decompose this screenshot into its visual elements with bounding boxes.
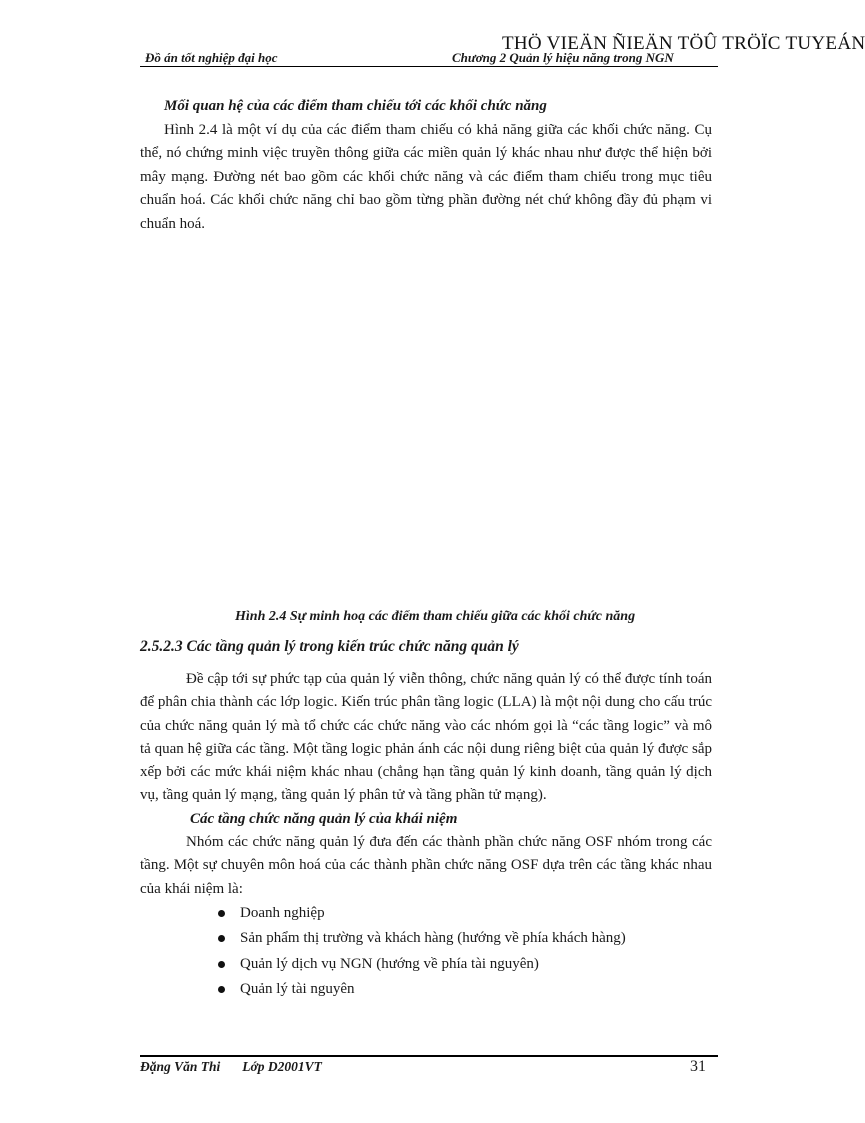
page-number: 31 [690, 1058, 706, 1075]
list-item: Sản phẩm thị trường và khách hàng (hướng về phía khách hàng) [218, 926, 712, 951]
figure-caption: Hình 2.4 Sự minh hoạ các điểm tham chiếu giữa các khối chức năng [235, 609, 636, 624]
bullet-icon [218, 910, 225, 917]
footer-info [140, 1059, 322, 1075]
header-divider [140, 66, 718, 67]
list-item: Doanh nghiệp [218, 901, 712, 926]
bullet-icon [218, 961, 225, 968]
footer-class: Lớp D2001VT [242, 1059, 322, 1074]
watermark: THÖ VIEÄN ÑIEÄN TÖÛ TRÖÏC TUYEÁN [502, 33, 865, 54]
footer-author: Đặng Văn Thi [140, 1059, 221, 1074]
intro-heading: Mối quan hệ của các điểm tham chiếu tới các khối chức năng [164, 98, 547, 114]
bullet-icon [218, 986, 225, 993]
intro-paragraph: Hình 2.4 là một ví dụ của các điểm tham chiếu có khả năng giữa các khối chức năng. Cụ thể, nó chứng minh việc truyền thông giữa các miền quản lý khác nhau như được thể hiện bởi mây mạng. Đường nét bao gồm các khối chức năng và các điểm tham chiếu trong mục tiêu chuẩn hoá. Các khối chức năng chỉ bao gồm từng phần đường nét chứ không đầy đủ phạm vi chuẩn hoá. [140, 121, 712, 232]
section-subheading: Các tầng chức năng quản lý của khái niệm [190, 810, 458, 827]
section-paragraph-1: Đề cập tới sự phức tạp của quản lý viễn thông, chức năng quản lý có thể được tính toán để phân chia thành các lớp logic. Kiến trúc phân tầng logic (LLA) là một nội dung cho cấu trúc của chức năng quản lý mà tổ chức các chức năng vào các nhóm gọi là “các tầng logic” và mô tả quan hệ giữa các tầng. Một tầng logic phản ánh các nội dung riêng biệt của quản lý được sắp xếp bởi các mức khái niệm khác nhau (chẳng hạn tầng quản lý kinh doanh, tầng quản lý dịch vụ, tầng quản lý mạng, tầng quản lý phân tử và tầng phần tử mạng). [140, 671, 712, 804]
section-body [140, 668, 712, 1002]
intro-section [140, 95, 712, 236]
list-item: Quản lý tài nguyên [218, 977, 712, 1002]
header-chapter-title: Chương 2 Quản lý hiệu năng trong NGN [452, 50, 674, 65]
concept-layer-list [140, 901, 712, 1002]
section-title: 2.5.2.3 Các tầng quản lý trong kiến trúc chức năng quản lý [140, 638, 519, 655]
header-document-title: Đồ án tốt nghiệp đại học [145, 50, 278, 65]
section-paragraph-2: Nhóm các chức năng quản lý đưa đến các thành phần chức năng OSF nhóm trong các tầng. Một sự chuyên môn hoá của các thành phần chức năng OSF dựa trên các tầng khác nhau của khái niệm là: [140, 834, 712, 897]
list-item: Quản lý dịch vụ NGN (hướng về phía tài nguyên) [218, 952, 712, 977]
footer-divider [140, 1055, 718, 1057]
bullet-icon [218, 935, 225, 942]
